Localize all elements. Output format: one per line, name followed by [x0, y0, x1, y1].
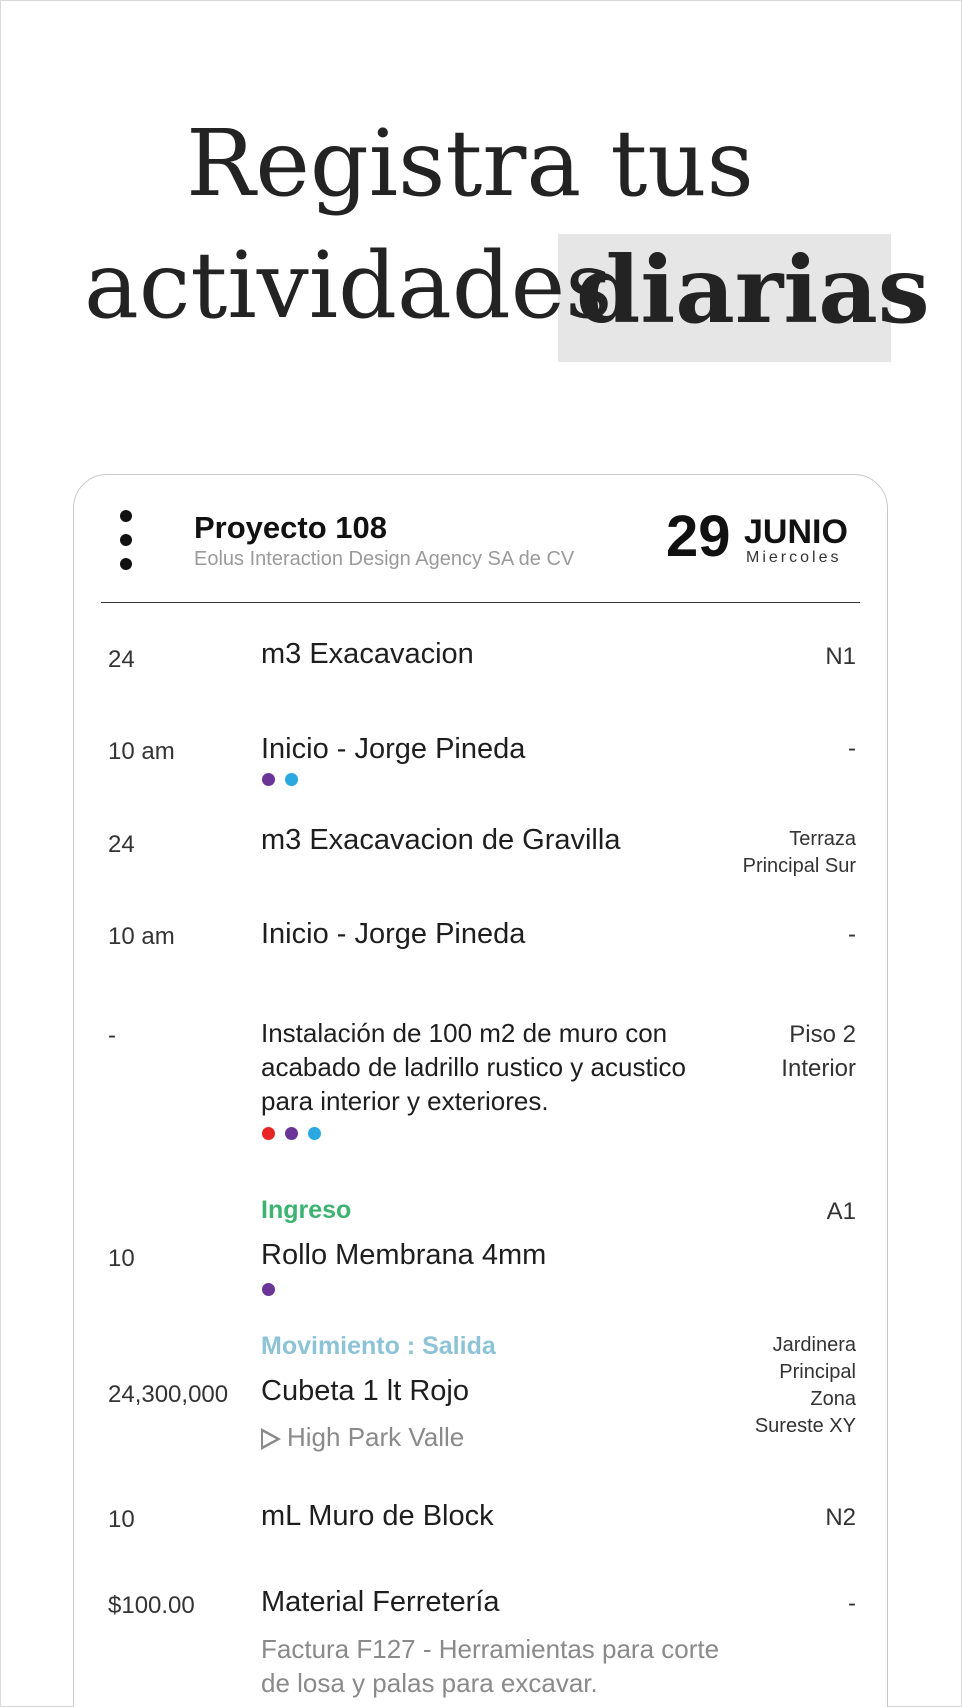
date-month: JUNIO [744, 513, 848, 551]
row-location-line: Terraza [789, 828, 856, 850]
row-location-line: Jardinera [772, 1334, 856, 1356]
row-quantity: 10 [108, 1506, 135, 1533]
status-dot-blue [285, 773, 298, 786]
row-description: Inicio - Jorge Pineda [261, 918, 526, 950]
row-location: N2 [825, 1504, 856, 1531]
row-quantity: $100.00 [108, 1592, 195, 1619]
row-location [781, 1018, 856, 1086]
row-location: - [848, 921, 856, 948]
row-location: N1 [825, 643, 856, 670]
row-location [743, 826, 856, 880]
header-divider [101, 602, 860, 603]
row-quantity: 10 am [108, 923, 175, 950]
row-location-line: Principal Sur [742, 855, 856, 877]
more-options-icon[interactable] [118, 510, 134, 570]
status-dot-purple [262, 773, 275, 786]
row-description: m3 Exacavacion [261, 638, 474, 670]
row-quantity: 24 [108, 831, 135, 858]
play-arrow-icon [261, 1428, 281, 1450]
row-location [755, 1332, 856, 1440]
row-location: - [848, 735, 856, 762]
row-location-line: Principal [779, 1361, 856, 1383]
status-dot-red [262, 1127, 275, 1140]
headline-line-2: actividades [84, 232, 613, 339]
row-destination-label: High Park Valle [287, 1422, 465, 1452]
movement-tag-salida: Movimiento : Salida [261, 1332, 496, 1360]
row-description: m3 Exacavacion de Gravilla [261, 824, 621, 856]
status-dots [262, 1283, 285, 1297]
date-day: 29 [666, 504, 731, 569]
row-quantity: 10 am [108, 738, 175, 765]
status-dot-purple [262, 1283, 275, 1296]
row-destination [261, 1422, 464, 1453]
headline-highlight-word: diarias [576, 236, 930, 344]
status-dots [262, 1127, 331, 1141]
company-name: Eolus Interaction Design Agency SA de CV [194, 548, 575, 570]
row-location: A1 [826, 1198, 856, 1225]
row-quantity: 24,300,000 [108, 1381, 229, 1408]
row-description: Cubeta 1 lt Rojo [261, 1375, 469, 1407]
project-title: Proyecto 108 [194, 510, 387, 545]
row-location-line: Zona [810, 1388, 856, 1410]
row-quantity: - [108, 1022, 116, 1049]
row-quantity: 24 [108, 646, 135, 673]
row-description: Instalación de 100 m2 de muro con acabado de ladrillo rustico y acustico para interior y exteriores. [261, 1018, 686, 1116]
date-weekday: Miercoles [746, 549, 842, 566]
status-dots [262, 773, 308, 787]
row-description: Inicio - Jorge Pineda [261, 733, 526, 765]
headline-line-1: Registra tus [186, 110, 754, 217]
status-dot-blue [308, 1127, 321, 1140]
movement-tag-ingreso: Ingreso [261, 1196, 352, 1224]
row-location-line: Interior [781, 1055, 856, 1082]
row-note: Factura F127 - Herramientas para corte de losa y palas para excavar. [261, 1634, 720, 1698]
row-description: mL Muro de Block [261, 1500, 494, 1532]
row-description: Rollo Membrana 4mm [261, 1239, 547, 1271]
row-location-line: Piso 2 [789, 1021, 856, 1048]
status-dot-purple [285, 1127, 298, 1140]
row-location-line: Sureste XY [754, 1415, 856, 1437]
row-location: - [848, 1590, 856, 1617]
row-description: Material Ferretería [261, 1586, 500, 1618]
row-quantity: 10 [108, 1245, 135, 1272]
